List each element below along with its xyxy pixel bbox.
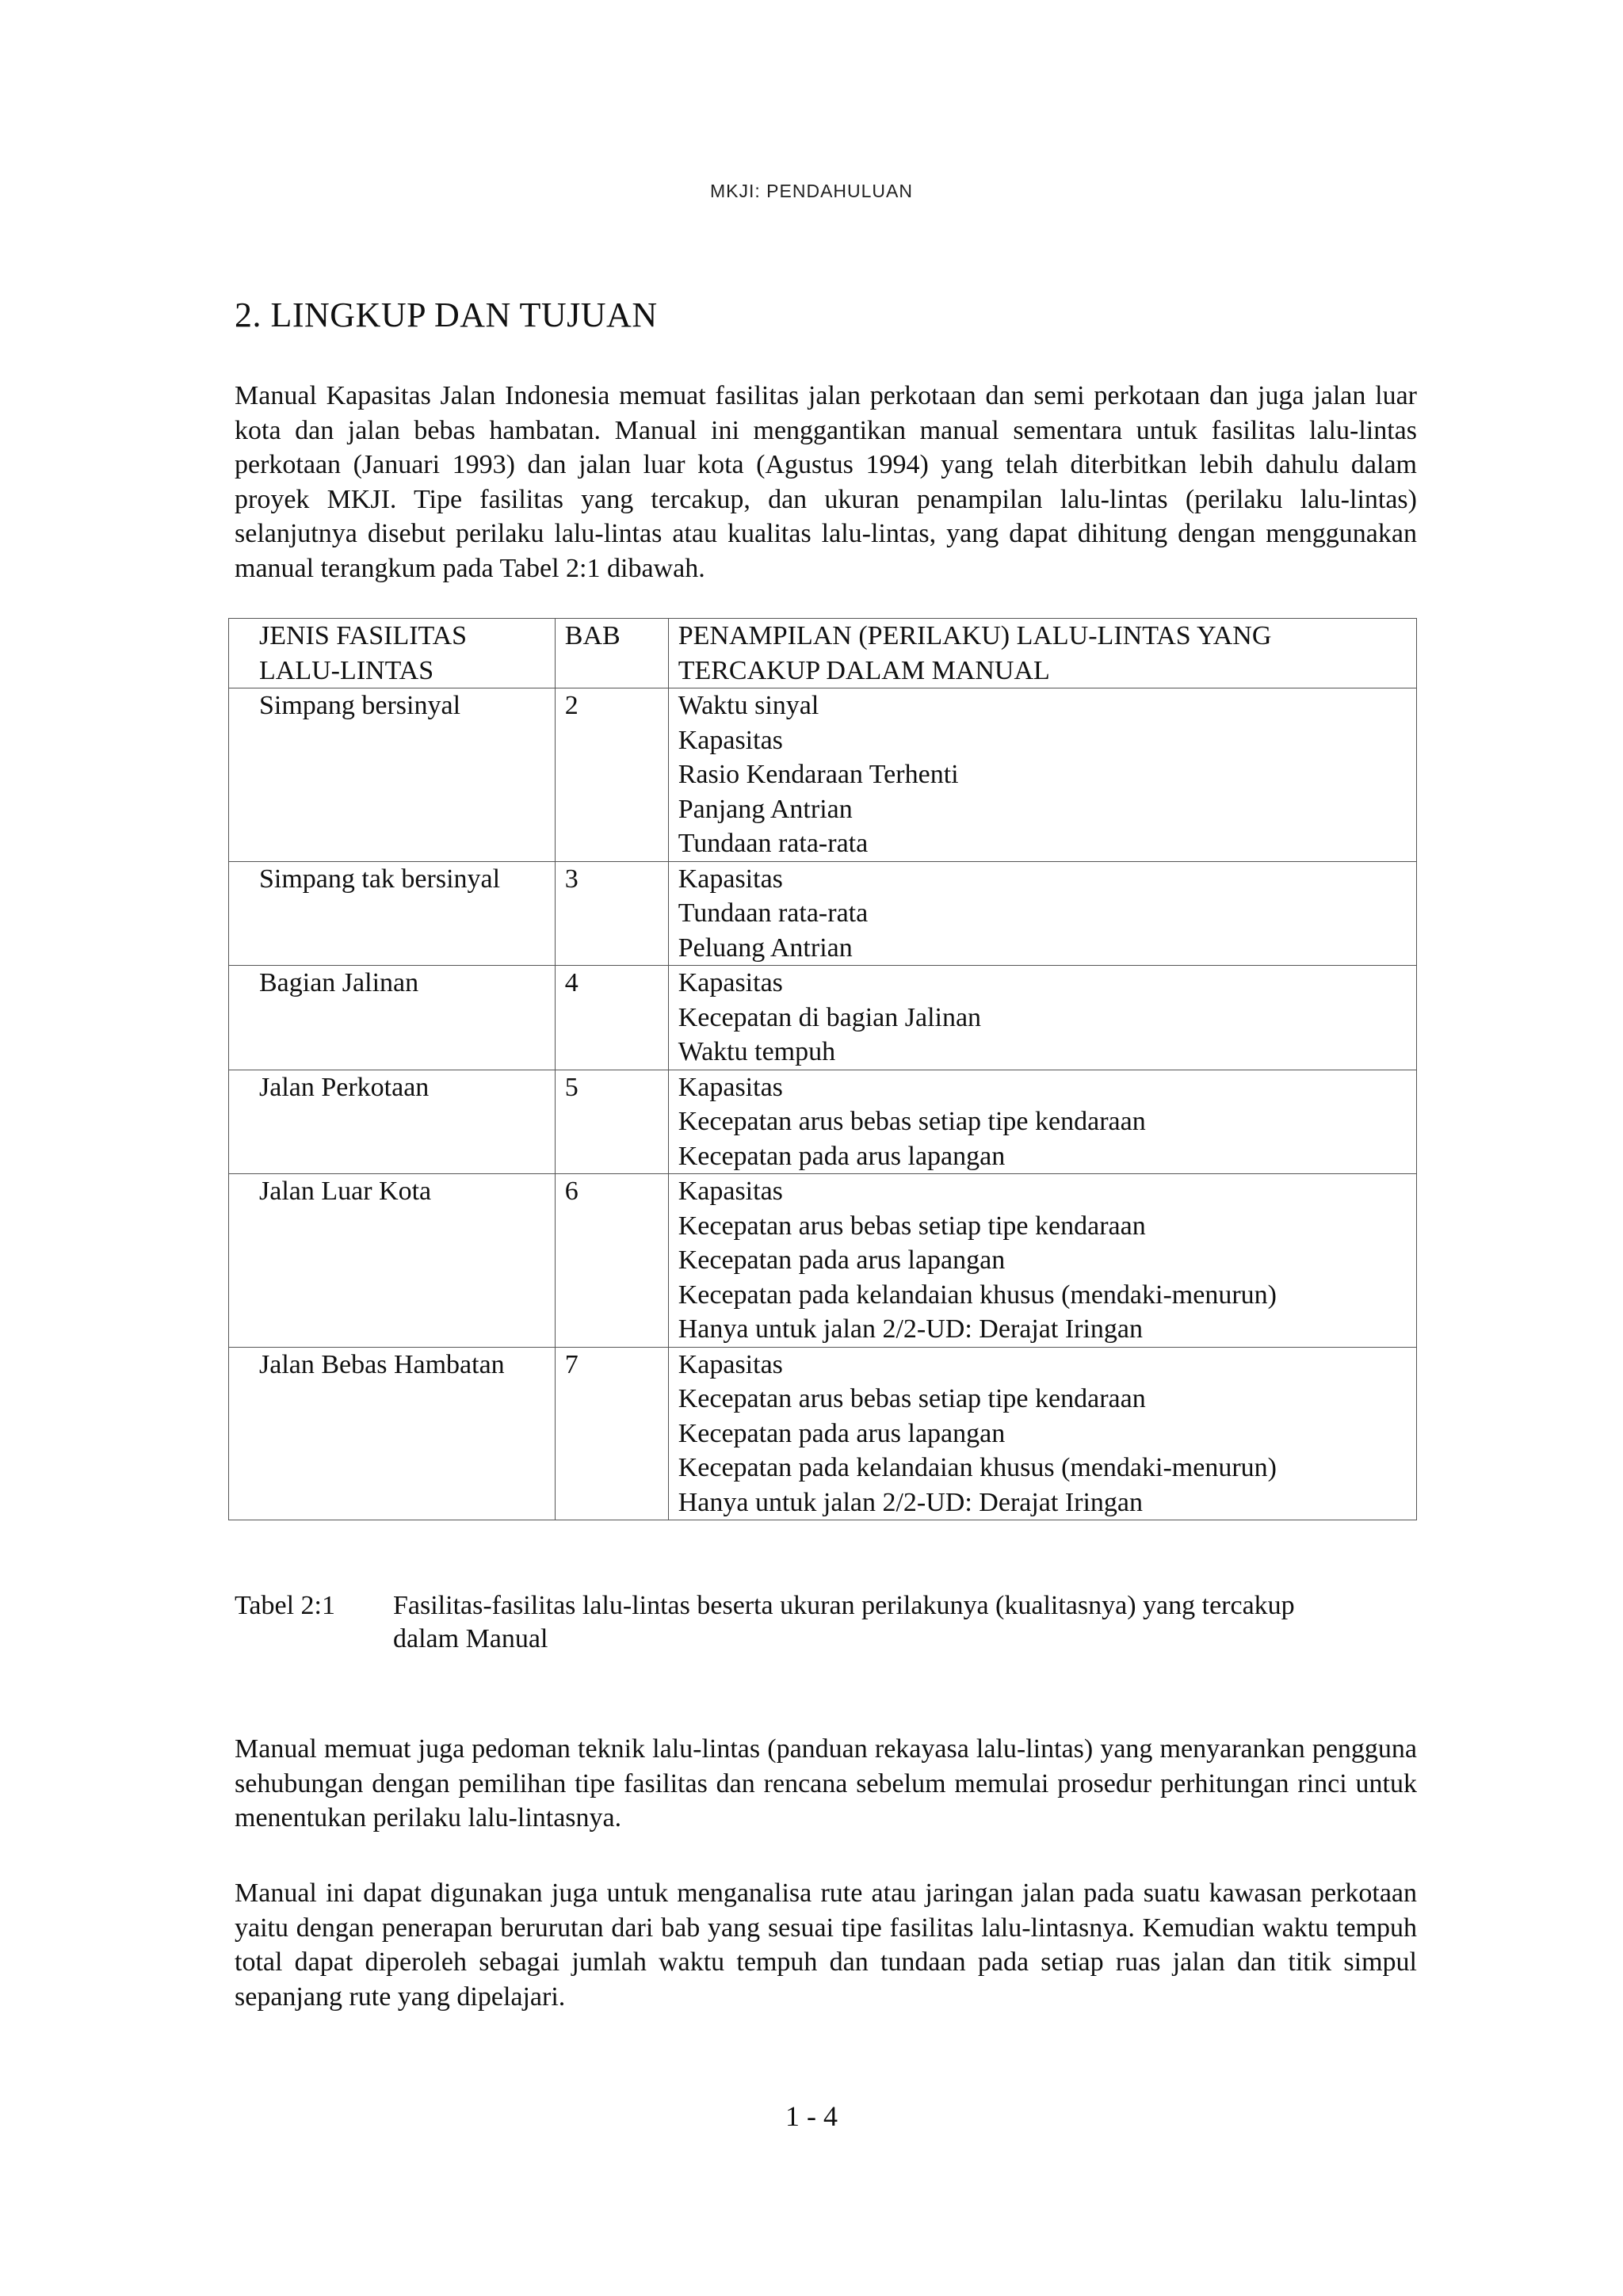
page-number: 1 - 4	[785, 2100, 838, 2132]
caption-label: Tabel 2:1	[235, 1591, 335, 1620]
measure-item: Kapasitas	[678, 1072, 783, 1102]
chapter-cell: 5	[555, 1070, 668, 1174]
facility-type-cell: Bagian Jalinan	[229, 966, 556, 1070]
measure-item: Kecepatan pada kelandaian khusus (mendaki-menurun)	[678, 1280, 1277, 1310]
caption-text-line2: dalam Manual	[393, 1624, 548, 1653]
header-facility-type	[229, 619, 556, 688]
running-header: MKJI: PENDAHULUAN	[710, 181, 913, 201]
header-chapter: BAB	[555, 619, 668, 688]
measure-item: Kecepatan arus bebas setiap tipe kendaraan	[678, 1107, 1146, 1136]
table-row	[229, 966, 1417, 1070]
caption-text	[393, 1589, 1423, 1656]
measure-item: Tundaan rata-rata	[678, 829, 869, 858]
facility-type-cell: Simpang tak bersinyal	[229, 861, 556, 966]
measure-item: Waktu tempuh	[678, 1037, 836, 1066]
measure-item: Panjang Antrian	[678, 794, 853, 824]
measure-item: Kecepatan arus bebas setiap tipe kendaraan	[678, 1211, 1146, 1241]
header-measures	[668, 619, 1416, 688]
chapter-cell: 7	[555, 1347, 668, 1520]
table-body	[229, 688, 1417, 1520]
third-paragraph: Manual ini dapat digunakan juga untuk menganalisa rute atau jaringan jalan pada suatu kawasan perkotaan yaitu dengan penerapan berurutan dari bab yang sesuai tipe fasilitas lalu-lintasnya. Kemudian waktu tempuh total dapat diperoleh sebagai jumlah waktu tempuh dan tundaan pada setiap ruas jalan dan titik simpul sepanjang rute yang dipelajari.	[235, 1878, 1417, 2012]
header-measures-line2: TERCAKUP DALAM MANUAL	[678, 655, 1050, 685]
measure-item: Peluang Antrian	[678, 933, 853, 963]
chapter-cell: 4	[555, 966, 668, 1070]
measure-item: Kapasitas	[678, 725, 783, 755]
measure-item: Rasio Kendaraan Terhenti	[678, 760, 959, 789]
facilities-table	[228, 618, 1417, 1520]
facility-type-cell: Jalan Bebas Hambatan	[229, 1347, 556, 1520]
facility-type-cell: Jalan Perkotaan	[229, 1070, 556, 1174]
measure-item: Hanya untuk jalan 2/2-UD: Derajat Iringan	[678, 1314, 1144, 1344]
table-row	[229, 1174, 1417, 1348]
chapter-cell: 6	[555, 1174, 668, 1348]
measures-cell	[668, 966, 1416, 1070]
measure-item: Waktu sinyal	[678, 691, 819, 720]
caption-text-line1: Fasilitas-fasilitas lalu-lintas beserta ukuran perilakunya (kualitasnya) yang tercakup	[393, 1591, 1295, 1620]
chapter-cell: 3	[555, 861, 668, 966]
second-paragraph: Manual memuat juga pedoman teknik lalu-lintas (panduan rekayasa lalu-lintas) yang menyarankan pengguna sehubungan dengan pemilihan tipe fasilitas dan rencana sebelum memulai prosedur perhitungan rinci untuk menentukan perilaku lalu-lintasnya.	[235, 1734, 1417, 1833]
header-measures-line1: PENAMPILAN (PERILAKU) LALU-LINTAS YANG	[678, 621, 1272, 650]
header-facility-line1: JENIS FASILITAS	[259, 621, 468, 650]
header-facility-line2: LALU-LINTAS	[259, 655, 434, 685]
measure-item: Kapasitas	[678, 1349, 783, 1379]
measures-cell	[668, 1174, 1416, 1348]
table-header-row	[229, 619, 1417, 688]
table-row	[229, 861, 1417, 966]
table-row	[229, 688, 1417, 862]
measure-item: Hanya untuk jalan 2/2-UD: Derajat Iringan	[678, 1487, 1144, 1517]
measure-item: Kapasitas	[678, 1177, 783, 1206]
measure-item: Kecepatan arus bebas setiap tipe kendaraan	[678, 1384, 1146, 1413]
measures-cell	[668, 1347, 1416, 1520]
facility-type-cell: Simpang bersinyal	[229, 688, 556, 862]
measure-item: Kecepatan pada kelandaian khusus (mendaki-menurun)	[678, 1453, 1277, 1482]
intro-paragraph: Manual Kapasitas Jalan Indonesia memuat fasilitas jalan perkotaan dan semi perkotaan dan juga jalan luar kota dan jalan bebas hambatan. Manual ini menggantikan manual sementara untuk fasilitas lalu-lintas perkotaan (Januari 1993) dan jalan luar kota (Agustus 1994) yang telah diterbitkan lebih dahulu dalam proyek MKJI. Tipe fasilitas yang tercakup, dan ukuran penampilan lalu-lintas (perilaku lalu-lintas) selanjutnya disebut perilaku lalu-lintas atau kualitas lalu-lintas, yang dapat dihitung dengan menggunakan manual terangkum pada Tabel 2:1 dibawah.	[235, 381, 1417, 583]
measure-item: Kecepatan di bagian Jalinan	[678, 1002, 982, 1032]
measure-item: Kapasitas	[678, 864, 783, 894]
table-row	[229, 1347, 1417, 1520]
section-title: 2. LINGKUP DAN TUJUAN	[235, 296, 658, 334]
measure-item: Tundaan rata-rata	[678, 898, 869, 928]
table-row	[229, 1070, 1417, 1174]
measure-item: Kecepatan pada arus lapangan	[678, 1418, 1006, 1448]
measures-cell	[668, 1070, 1416, 1174]
measure-item: Kapasitas	[678, 968, 783, 997]
measures-cell	[668, 688, 1416, 862]
measure-item: Kecepatan pada arus lapangan	[678, 1141, 1006, 1171]
measure-item: Kecepatan pada arus lapangan	[678, 1245, 1006, 1275]
chapter-cell: 2	[555, 688, 668, 862]
facility-type-cell: Jalan Luar Kota	[229, 1174, 556, 1348]
measures-cell	[668, 861, 1416, 966]
